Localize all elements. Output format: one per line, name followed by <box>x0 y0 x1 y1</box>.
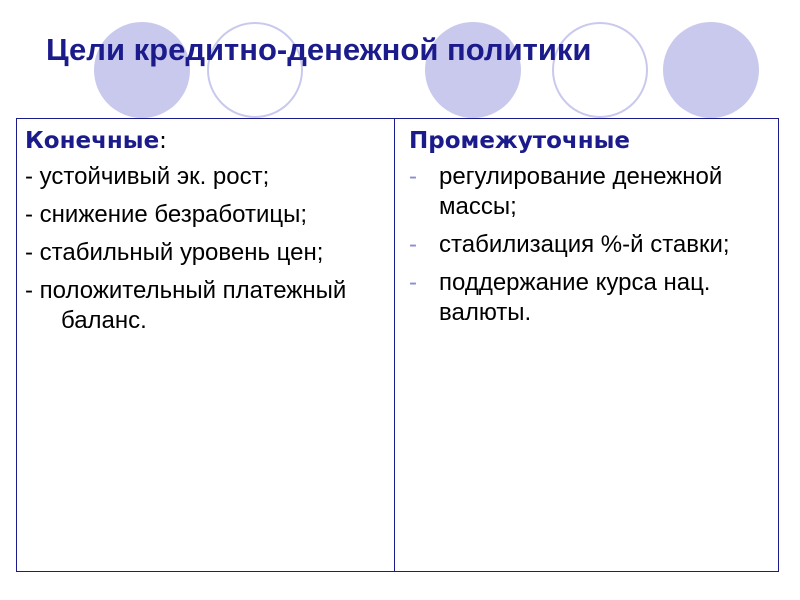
slide-title: Цели кредитно-денежной политики <box>46 32 592 67</box>
final-goals-column <box>25 125 385 344</box>
intermediate-goal-item <box>409 230 769 260</box>
dash-bullet-icon: - <box>409 269 417 296</box>
intermediate-goals-header: Промежуточные <box>409 128 631 154</box>
final-goal-item: - снижение безработицы; <box>25 201 308 228</box>
intermediate-goal-text: стабилизация %-й ставки; <box>439 231 730 258</box>
intermediate-goal-item <box>409 268 769 328</box>
final-goals-header-colon: : <box>159 128 167 154</box>
intermediate-goal-item <box>409 162 769 222</box>
intermediate-goals-column <box>409 125 769 336</box>
intermediate-goal-text: поддержание курса нац. валюты. <box>439 269 711 326</box>
decorative-circle-5 <box>663 22 759 118</box>
dash-bullet-icon: - <box>409 231 417 258</box>
column-divider <box>394 119 395 571</box>
dash-bullet-icon: - <box>409 163 417 190</box>
goals-table <box>16 118 779 572</box>
final-goals-header <box>25 125 385 157</box>
intermediate-goal-text: регулирование денежной массы; <box>439 163 723 220</box>
final-goal-item: - положительный платежный баланс. <box>25 277 347 334</box>
final-goal-item: - устойчивый эк. рост; <box>25 163 270 190</box>
final-goal-item: - стабильный уровень цен; <box>25 239 324 266</box>
final-goals-header-label: Конечные <box>25 128 160 154</box>
